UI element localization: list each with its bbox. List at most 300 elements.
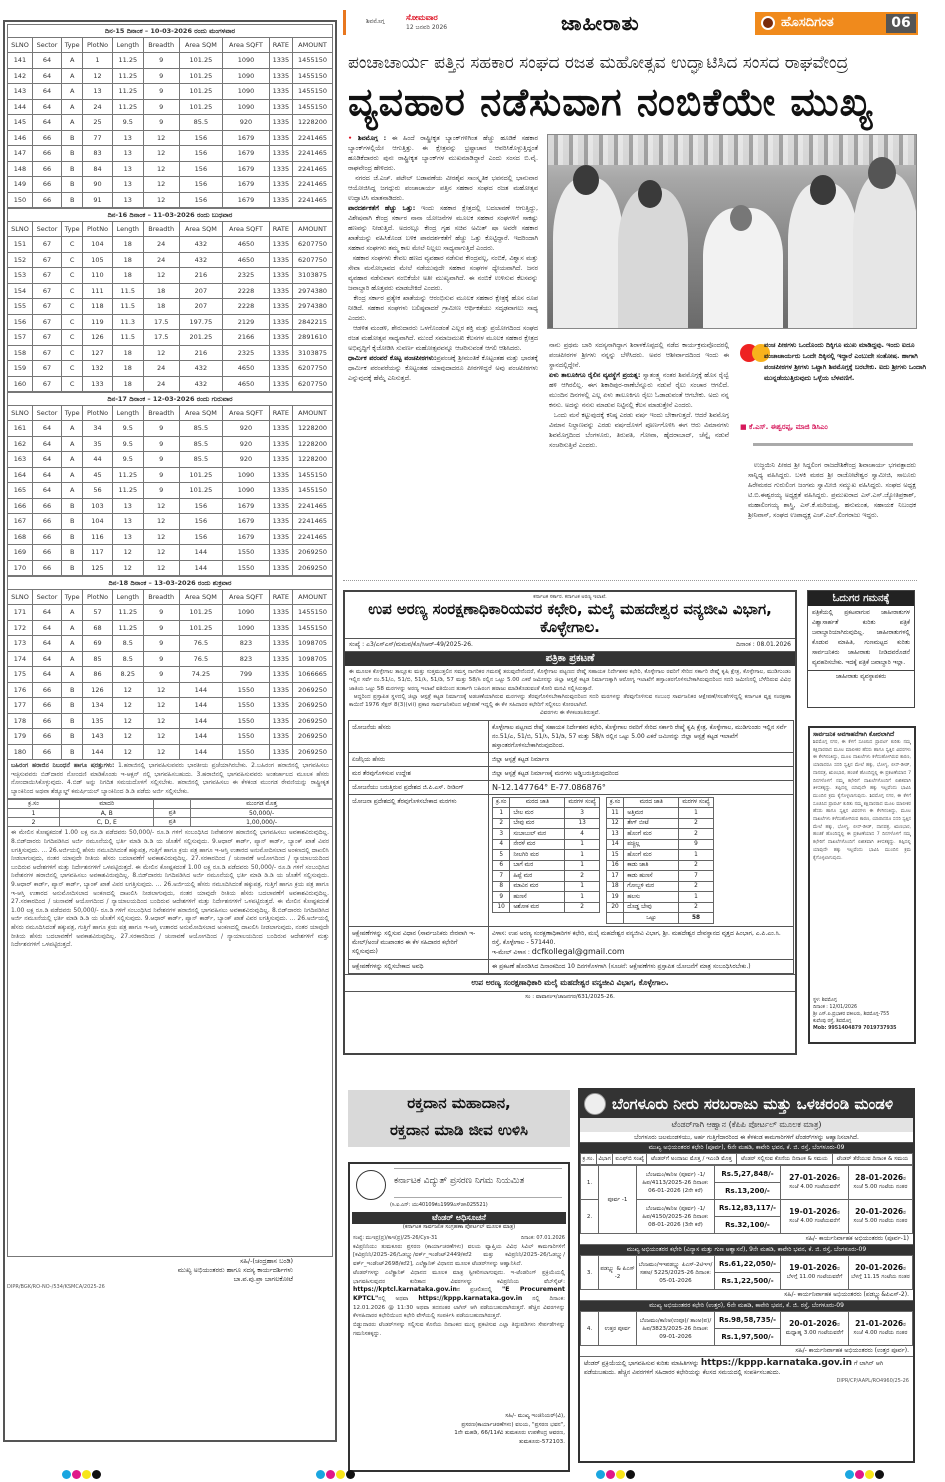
cell: 15 — [606, 850, 623, 861]
cell: 1335 — [269, 252, 292, 268]
cell: 12 — [143, 514, 179, 530]
last-date: 27-01-2026 — [789, 1173, 838, 1182]
cell: 2069250 — [293, 560, 333, 576]
advocate: ಶ್ರೀ ಎಸ್.ಪಿ.ಪ್ರಭಾಕರ ವಕೀಲರು, ಶಿವಮೊಗ್ಗ-755 — [813, 1012, 890, 1017]
cell: 1550 — [223, 545, 269, 561]
table-row — [606, 860, 713, 871]
cell: 144 — [179, 713, 223, 729]
cell: 1679 — [223, 514, 269, 530]
cell: 1335 — [269, 146, 292, 162]
table-row — [493, 860, 600, 871]
table-row — [581, 1256, 913, 1273]
cell: 12 — [143, 529, 179, 545]
cell: 125 — [83, 560, 112, 576]
plot-days — [7, 24, 333, 760]
cell: 7 — [493, 871, 510, 882]
person-head — [730, 205, 752, 231]
bwssb-subtitle: ಟೆಂಡರ್‌ಗಾಗಿ ಆಹ್ವಾನ (ಕೆಪಿಪಿ ಪೋರ್ಟಲ್ ಮೂಲಕ ಮಾತ್ರ) — [580, 1118, 913, 1132]
cell: 9 — [143, 467, 179, 483]
cell: 1679 — [223, 498, 269, 514]
column-header: AMOUNT — [293, 222, 333, 237]
table-row — [8, 436, 333, 452]
cell: 9.5 — [112, 115, 143, 131]
cell: 126 — [83, 330, 112, 346]
cell: 432 — [179, 376, 223, 392]
reference-row — [345, 638, 795, 652]
cell: 2241465 — [293, 498, 333, 514]
table-row — [8, 498, 333, 514]
cell: 67 — [32, 237, 61, 253]
cell: 13 — [112, 177, 143, 193]
cell: 4650 — [223, 252, 269, 268]
cell: 2891610 — [293, 330, 333, 346]
row-value: ಜಿಲ್ಲಾ ಆಸ್ಪತ್ರೆ ಕಟ್ಟಡ ನಿರ್ಮಾಣ — [489, 752, 794, 766]
day-caption: ದಿನ-17 ದಿನಾಂಕ – 12-03-2026 ರಂದು ಗುರುವಾರ — [8, 393, 333, 406]
cell: 117 — [83, 545, 112, 561]
cell: 68 — [83, 620, 112, 636]
cell: 2241465 — [293, 529, 333, 545]
sign-line: ತುಮಕೂರು-572103. — [518, 1439, 565, 1446]
cell: 66 — [32, 698, 61, 714]
tree-species: ಅತ್ತಿಮರ — [624, 808, 679, 819]
table-row — [8, 361, 333, 377]
column-header: ಮರದ ಜಾತಿ — [510, 797, 565, 808]
tender-groups — [580, 1143, 913, 1357]
cell: 9 — [493, 892, 510, 903]
column-header: Area SQM — [179, 590, 223, 605]
cell: 1679 — [223, 146, 269, 162]
cell: 2069250 — [293, 698, 333, 714]
cell: 9 — [143, 483, 179, 499]
cell: 2842215 — [293, 314, 333, 330]
quote-divider — [753, 443, 913, 446]
details-table — [348, 720, 794, 974]
deposit-col: ಮುಂಗಡ ಮೊತ್ತ — [191, 800, 333, 809]
table-row — [8, 68, 333, 84]
tree-count: 1 — [679, 808, 714, 819]
table-row — [8, 283, 333, 299]
table-row — [8, 84, 333, 100]
cell: 172 — [8, 620, 33, 636]
tree-species: ಹೊಂಗೆ ಮರ — [624, 829, 679, 840]
cell: 77 — [83, 130, 112, 146]
section-divider — [343, 580, 917, 581]
ifb-number: ಬೆಂಜಮಂ/ಇಇಪಡಬ್ಲ್ಯು ಪಿಎಸ್-2ಟಿಇಇ/ಸಹಅ/ 5225/2025-26 ದಿನಾಂಕ: 05-01-2026 — [637, 1256, 715, 1290]
cell: 920 — [223, 421, 269, 437]
registration-dot — [626, 1470, 635, 1479]
table-row — [493, 808, 600, 819]
cell: 13 — [112, 161, 143, 177]
cell: 50,000/- — [191, 809, 333, 818]
column-header: SLNO — [8, 406, 33, 421]
table-row — [8, 146, 333, 162]
date: ದಿನಾಂಕ : 12/01/2026 — [813, 1005, 858, 1010]
cell: 432 — [179, 237, 223, 253]
cell: A — [62, 68, 83, 84]
cell: 4650 — [223, 361, 269, 377]
cell: 144 — [179, 698, 223, 714]
cell: 161 — [8, 421, 33, 437]
table-row — [8, 713, 333, 729]
cell: 1335 — [269, 237, 292, 253]
cell: 143 — [83, 729, 112, 745]
cell: 3 — [493, 829, 510, 840]
cell: 101.25 — [179, 605, 223, 621]
address: ಕುವೆಂಪು ರಸ್ತೆ, ಶಿವಮೊಗ್ಗ — [813, 1019, 852, 1024]
column-header: Sector — [32, 590, 61, 605]
cell: B — [62, 729, 83, 745]
kptcl-logo-icon — [356, 1170, 386, 1200]
cell: 85.5 — [179, 115, 223, 131]
cell: 6207750 — [293, 237, 333, 253]
open-date: 20-01-2026 — [855, 1263, 904, 1272]
cell: 4650 — [223, 237, 269, 253]
cell: 90 — [83, 177, 112, 193]
cell: A — [62, 436, 83, 452]
table-row — [493, 892, 600, 903]
place: ಸ್ಥಳ: ಶಿವಮೊಗ್ಗ — [813, 998, 837, 1003]
table-row — [8, 268, 333, 284]
table-row — [8, 560, 333, 576]
cell: 18 — [606, 881, 623, 892]
bwssb-footer — [580, 1357, 913, 1388]
cell: 12 — [143, 146, 179, 162]
cell: C — [62, 361, 83, 377]
cell: 1335 — [269, 361, 292, 377]
cell: 64 — [32, 636, 61, 652]
tree-count: 2 — [679, 860, 714, 871]
registration-dot — [616, 1470, 625, 1479]
cell: 66 — [32, 498, 61, 514]
cell: 1455150 — [293, 68, 333, 84]
last-date: 19-01-2026 — [789, 1207, 838, 1216]
kptcl-link[interactable]: https://kptcl.karnataka.gov.in — [353, 1286, 457, 1294]
cell: B — [62, 146, 83, 162]
cell: B — [62, 713, 83, 729]
notice-footer: ಉಪ ಅರಣ್ಯ ಸಂರಕ್ಷಣಾಧಿಕಾರಿ ಮಲೈ ಮಹದೇಶ್ವರ ವನ್ಯಜೀವಿ ವಿಭಾಗ, ಕೊಳ್ಳೇಗಾಲ. — [345, 974, 795, 991]
cell: 67 — [32, 268, 61, 284]
paragraph: ಆದ್ದರಿಂದ ಪ್ರಸ್ತಾಪಿತ ಸ್ಥಳದಲ್ಲಿ ಜಿಲ್ಲಾ ಆಸ್ಪತ್ರೆ ಕಟ್ಟಡ ನಿರ್ಮಾಣಕ್ಕೆ ಅಡಚಣೆಯಾಗಿರುವ ಮರಗಳನ್ನು ತೆರವುಗೊಳಿಸಬೇಕಾಗಿರುವುದರಿಂದ ಸದರಿ ಮರಗಳನ್ನು ತೆರವುಗೊಳಿಸುವ ಸಂಬಂಧ ಸಾರ್ವಜನಿಕರ ಆಕ್ಷೇಪಣೆ/ಸಲಹೆಗಳಿದ್ದಲ್ಲಿ ಕರ್ನಾಟಕ ವೃಕ್ಷ ಸಂರಕ್ಷಣಾ ಕಾಯಿದೆ 1976 ಸೆಕ್ಷನ್ 8(3)(vii) ಪ್ರಕಾರ ಸಾರ್ವಜನಿಕರಿಂದ ಆಕ್ಷೇಪಣೆ ಇದ್ದಲ್ಲಿ ಈ ಕೆಳ ಸಹಿದಾರರ ಕಛೇರಿಗೆ ಸಲ್ಲಿಸಲು ಕೋರಲಾಗಿದೆ. — [349, 693, 791, 709]
table-row — [8, 192, 333, 208]
notice-title: ಉಪ ಅರಣ್ಯ ಸಂರಕ್ಷಣಾಧಿಕಾರಿಯವರ ಕಛೇರಿ, ಮಲೈ ಮಹದೇಶ್ವರ ವನ್ಯಜೀವಿ ವಿಭಾಗ, ಕೊಳ್ಳೇಗಾಲ. — [368, 600, 772, 636]
open-time: ಸಂಜೆ 4.00 ಗಂಟೆಯ ನಂತರ — [853, 1330, 908, 1336]
column-header: ಟೆಂಡರ್ ಸಲ್ಲಿಸುವ ಕೊನೆಯ ದಿನಾಂಕ & ಸಮಯ — [736, 1154, 832, 1165]
cell: 11.5 — [112, 299, 143, 315]
cell: 9 — [143, 115, 179, 131]
person-head — [868, 157, 896, 189]
row-value: ಕೊಳ್ಳೇಗಾಲ ಪಟ್ಟಣದ ರೇಷ್ಮೆ ಸಹಾಯಕ ನಿರ್ದೇಶಕರ ಕಛೇರಿ, ಕೊಳ್ಳೇಗಾಲ ರವರಿಗೆ ಸೇರಿದ ಸರ್ಕಾರಿ ರೇಷ್ಮೆ ಕೃಷಿ ಕ್ಷೇತ್ರ, ಕೊಳ್ಳೇಗಾಲ, ಮುಡಿಗುಂಡಂ ಇಲ್ಲಿನ ಸರ್ವೆ ನಂ.51/ಎ, 51/ಬಿ, 51/ಸಿ, 51/ಡಿ, 57 ಮತ್ತು 58/ಸಿ ರಲ್ಲಿನ ಒಟ್ಟು 5.00 ಎಕರೆ ಜಮೀನನ್ನು ಜಿಲ್ಲಾ ಆಸ್ಪತ್ರೆ ಕಟ್ಟಡ ಇಲಾಖೆಗೆ ಹಸ್ತಾಂತರಗೊಳಿಸಬೇಕಾಗಿರುವುದರಿಂದ. — [489, 720, 794, 752]
cell: 1098705 — [293, 651, 333, 667]
registration-dot — [855, 1470, 864, 1479]
bwssb-tender — [578, 1088, 915, 1463]
registration-dot — [326, 1470, 335, 1479]
cell: 67 — [32, 283, 61, 299]
paragraph: ಉಜ್ಜಯಿನಿ ಪೀಠದ ಶ್ರೀ ಸಿದ್ದಲಿಂಗ ರಾಜದೇಶಿಕೇಂದ್ರ ಶಿವಾಚಾರ್ಯ ಭಗವತ್ಪಾದರು ಸಾನ್ನಿಧ್ಯ ವಹಿಸಿದ್ದರು. ಬಳಕಿ ಮಠದ ಶ್ರೀ ರಾಜೋಟೇಶ್ವರ ಸ್ವಾಮೀಜಿ, ಸಾಲೂರು ಹಿರೇಮಠದ ಗುರುಲಿಂಗ ಜಂಗಮ ಸ್ವಾಮೀಜಿ ಸಮ್ಮುಖ ವಹಿಸಿದ್ದರು. ಸಂಘದ ಅಧ್ಯಕ್ಷ ಟಿ.ಬಿ.ಈಶ್ವರಯ್ಯ ಅಧ್ಯಕ್ಷತೆ ವಹಿಸಿದ್ದರು. ಪ್ರಮುಖರಾದ ಎಸ್.ಎಸ್.ಜ್ಯೋತಿಪ್ರಕಾಶ್, ಮಹಾಲಿಂಗಯ್ಯ ಶಾಸ್ತ್ರಿ, ಎಸ್.ಕೆ.ಮರಿಯಪ್ಪ, ಹನುಮಂತ, ಸಹಾಯಕ ನಿಬಂಧಕ ಶ್ರೀನಿವಾಸ್, ಸಂಘದ ಉಪಾಧ್ಯಕ್ಷ ಎಚ್.ಎಲ್.ಲಿಂಗರಾಜು ಇದ್ದರು. — [748, 461, 916, 519]
cell: 1335 — [269, 620, 292, 636]
cell: 155 — [8, 299, 33, 315]
tree-count: 7 — [679, 871, 714, 882]
cell: 144 — [179, 682, 223, 698]
row-value: ಈ ಪ್ರಕಟಣೆ ಹೊರಡಿಸಿದ ದಿನಾಂಕದಿಂದ 10 ದಿನಗಳೊಳಗಾಗಿ (ಸೂಚನೆ: ಆಕ್ಷೇಪಣೆಗಳು ಪ್ರಸ್ತಾಪಿತ ಯೋಜನೆಗೆ ಮಾತ್ರ ಸಂಬಂಧಿಸಿರಬೇಕು.) — [489, 959, 794, 973]
cell: 1335 — [269, 498, 292, 514]
table-row — [349, 794, 794, 926]
cell: B — [62, 560, 83, 576]
cell: 2325 — [223, 345, 269, 361]
paragraph: ಈ ಮೂಲಕ ಕೊಳ್ಳೇಗಾಲ ತಾಲ್ಲೂಕು ಮತ್ತು ಸುತ್ತಮುತ್ತಲಿನ ಸಮಸ್ತ ನಾಗರಿಕರ ಗಮನಕ್ಕೆ ತರುವುದೇನೆಂದರೆ, ಕೊಳ್ಳೇಗಾಲ ಪಟ್ಟಣದ ರೇಷ್ಮೆ ಸಹಾಯಕ ನಿರ್ದೇಶಕರ ಕಛೇರಿ, ಕೊಳ್ಳೇಗಾಲ ರವರಿಗೆ ಸೇರಿದ ಸರ್ಕಾರಿ ರೇಷ್ಮೆ ಕೃಷಿ ಕ್ಷೇತ್ರ, ಕೊಳ್ಳೇಗಾಲ, ಮುಡಿಗುಂಡಂ ಇಲ್ಲಿನ ಸರ್ವೆ ನಂ.51/ಎ, 51/ಬಿ, 51/ಸಿ, 51/ಡಿ, 57 ಮತ್ತು 58/ಸಿ ರಲ್ಲಿನ ಒಟ್ಟು 5.00 ಎಕರೆ ಜಮೀನನ್ನು ಜಿಲ್ಲಾ ಆಸ್ಪತ್ರೆ ಕಟ್ಟಡ ನಿರ್ಮಾಣಕ್ಕಾಗಿ ಆರೋಗ್ಯ ಇಲಾಖೆಗೆ ಹಸ್ತಾಂತರಗೊಳಿಸಬೇಕಾಗಿರುವುದರಿಂದ ಸದರಿ ಜಮೀನಿನಲ್ಲಿ ಬೆಳೆದಿರುವ ವಿವಿಧ ಜಾತಿಯ ಒಟ್ಟು 58 ಮರಗಳನ್ನು ಅರಣ್ಯ ಇಲಾಖೆ ವತಿಯಿಂದ ತುರ್ತಾಗಿ ಬಹಿರಂಗ ಹರಾಜು ಮಾಡಿಕೊಡುವಂತೆ ಕೋರಿ ಮನವಿ ಸಲ್ಲಿಸಿರುತ್ತಾರೆ. — [349, 669, 791, 692]
cell: 9 — [143, 99, 179, 115]
column-header: Type — [62, 590, 83, 605]
cell: 13 — [83, 84, 112, 100]
registration-dot — [336, 1470, 345, 1479]
cell: 12 — [143, 161, 179, 177]
cell: 1335 — [269, 529, 292, 545]
table-row — [8, 299, 333, 315]
cell: 8.25 — [112, 667, 143, 683]
cell: 11.5 — [112, 330, 143, 346]
cell: 2325 — [223, 268, 269, 284]
office-bar: ಮುಖ್ಯ ಅಭಿಯಂತರರ ಕಛೇರಿ (ಪೂರ್ವ), 6ನೇ ಮಹಡಿ, ಕಾವೇರಿ ಭವನ, ಕೆ. ಜಿ. ರಸ್ತೆ, ಬೆಂಗಳೂರು-09 — [580, 1143, 913, 1153]
column-header: Type — [62, 222, 83, 237]
kppp-link[interactable]: https://kppp.karnataka.gov.in — [418, 1294, 523, 1302]
sign-line: ಸಹಿ/- ಮುಖ್ಯ ಇಂಜಿನಿಯರ್(ವಿ), — [505, 1413, 565, 1419]
cell: 163 — [8, 452, 33, 468]
cell: 66 — [32, 192, 61, 208]
cell: B — [62, 545, 83, 561]
cell: 12 — [143, 268, 179, 284]
suffix: ರ — [837, 1176, 840, 1182]
tree-count: 2 — [679, 902, 714, 913]
tree-count: 9 — [679, 839, 714, 850]
cell: C — [62, 314, 83, 330]
table-row — [606, 850, 713, 861]
cell: 12 — [143, 744, 179, 760]
cell: 34 — [83, 421, 112, 437]
cell: 1,00,000/- — [191, 818, 333, 827]
cell: 6207750 — [293, 252, 333, 268]
cell: B — [62, 192, 83, 208]
cell: 18 — [112, 252, 143, 268]
cell: 111 — [83, 283, 112, 299]
subheading: ಧಾರ್ಮಿಕ ಪರಂಪರೆ ಕೊಟ್ಟ ಪಂಚಪೀಠಗಳು: — [348, 354, 437, 362]
column-header: ಮರಗಳ ಸಂಖ್ಯೆ — [565, 797, 600, 808]
row-label: ಮರ ತೆರವುಗೊಳಿಸುವ ಉದ್ದೇಶ — [349, 766, 489, 780]
print-registration-marks — [845, 1470, 885, 1481]
cell: 11.25 — [112, 99, 143, 115]
readers-notice — [807, 590, 915, 708]
cell: 2228 — [223, 299, 269, 315]
paragraph: ಟೆಂಡರ್‌ಗಳನ್ನು ಎಲೆಕ್ಟ್ರಾನಿಕ್ ವಿಧಾನದ ಮೂಲಕ ಮಾತ್ರ ಸ್ವೀಕರಿಸಲಾಗುವುದು. ಇ-ಟೆಂಡರಿಂಗ್ ಪ್ರಕ್ರಿಯೆಯಲ್ಲಿ ಭಾಗವಹಿಸುವುದರ ಕುರಿತಾದ ವಿವರಗಳನ್ನು ಕವಿಪ್ರನಿನಿಯ ವೆಬ್‌ಸೈಟ್: — [353, 1269, 565, 1285]
cell: 66 — [32, 560, 61, 576]
designation: ಬಾ.ಪ.ಪು.ಪ್ರಾ ಬಾಗಲಕೋಟೆ — [233, 1275, 293, 1284]
cell: B — [62, 498, 83, 514]
signature: ಸಹಿ/- ಕಾರ್ಯನಿರ್ವಾಹಕ ಅಭಿಯಂತರರು (ಪಡಬ್ಲ್ಯು&ಪಿಎಸ್-2). — [580, 1290, 913, 1301]
org-name: ಕರ್ನಾಟಕ ವಿದ್ಯುತ್ ಪ್ರಸರಣ ನಿಗಮ ನಿಯಮಿತ — [394, 1176, 525, 1186]
table-row — [8, 729, 333, 745]
tree-species: ಕಾಡು ಜಾತಿ — [624, 860, 679, 871]
cell: 9.5 — [112, 452, 143, 468]
column-header: Type — [62, 38, 83, 53]
cell: 17 — [606, 871, 623, 882]
tender-table — [580, 1255, 913, 1290]
cell: 13 — [112, 514, 143, 530]
cell: 12 — [143, 498, 179, 514]
cell: 12 — [143, 192, 179, 208]
terms-text: ಈ ಮೇಲಿನ ಕೋಷ್ಟಕದಂತೆ 1.00 ಲಕ್ಷ ರೂ.ಡಿ ಪಡೆದವರು 50,000/- ರೂ.ಡಿ ಗಳಿಗೆ ಸಂಬಂಧಿಸಿದ ನಿವೇಶನಗಳ ಹರಾಜಿನಲ್ಲಿ ಭಾಗವಹಿಸಲು ಅವಕಾಶವಿರುವುದಿಲ್ಲ. 8.ಬಿಡ್‌ದಾರರು ನಿಗದಿಪಡಿಸಿದ ಅರ್ಜಿ ನಮೂನೆಯಲ್ಲಿ ಭರ್ತಿ ಮಾಡಿ ಡಿ.ಡಿ ಯ ಜೊತೆಗೆ ಸಲ್ಲಿಸುವುದು. 9.ಆಧಾರ್ ಕಾರ್ಡ್, ಪ್ಯಾನ್ ಕಾರ್ಡ್, ಬ್ಯಾಂಕ್ ಖಾತೆ ವಿವರ ಲಗತ್ತಿಸುವುದು. ... 26.ಅರ್ಜಿಯಲ್ಲಿ ಹೆಸರು ನಮೂದಿಸಿದಂತೆ ಹಕ್ಕುಪತ್ರ, ಗುತ್ತಿಗೆ ಹಾಗೂ ಕ್ರಯ ಪತ್ರ ಹಾಗೂ ಇ-ಆಸ್ತಿ ಉತಾರದ ಅನುಮೋದಿಸಲಾದ ಅಂಕಣದಲ್ಲಿ ದಾಖಲಿಸಿ ನೀಡಲಾಗುವುದು, ನಂತರ ಯಾವುದೇ ರೀತಿಯ ಹೆಸರು ಬದಲಾವಣೆಗೆ ಅವಕಾಶವಿರುವುದಿಲ್ಲ. 27.ಸರಕಾರದಿಂದ / ಚುನಾವಣೆ ಆಯೋಗದಿಂದ / ನ್ಯಾಯಾಲಯದಿಂದ ಬಂದಿರುವ ಆದೇಶಗಳಿಗೆ ಮತ್ತು ನಿರ್ದೇಶನಗಳಿಗೆ ಒಳಪಟ್ಟಿರುತ್ತದೆ. — [11, 829, 329, 871]
column-header: Breadth — [143, 590, 179, 605]
cell: 105 — [83, 252, 112, 268]
email-link[interactable]: dcfkollegal@gmail.com — [531, 946, 625, 956]
kppp-link[interactable]: https://kppp.karnataka.gov.in — [700, 1358, 853, 1368]
cell: 2241465 — [293, 130, 333, 146]
cell: A — [62, 452, 83, 468]
column-header: RATE — [269, 222, 292, 237]
cell: 150 — [8, 192, 33, 208]
cell: 13 — [112, 130, 143, 146]
table-row — [606, 892, 713, 903]
cell: 1455150 — [293, 605, 333, 621]
column-header: PlotNo — [83, 590, 112, 605]
table-row — [581, 1166, 913, 1183]
column-header: Area SQFT — [223, 222, 269, 237]
brand-logo-icon — [761, 16, 775, 30]
dateline: ಶಿವಮೊಗ್ಗ : — [357, 134, 387, 142]
person-head — [573, 165, 599, 195]
public-notice-footer — [813, 997, 911, 1032]
cell: 9 — [143, 636, 179, 652]
person — [853, 173, 917, 328]
cell: 126 — [83, 682, 112, 698]
estimated-amount: Rs.61,22,050/- — [715, 1256, 781, 1273]
table-row — [606, 871, 713, 882]
cell: 142 — [8, 68, 33, 84]
cell: 24 — [143, 237, 179, 253]
cell: 1335 — [269, 330, 292, 346]
table-row — [8, 421, 333, 437]
registration-dot — [845, 1470, 854, 1479]
cell: 173 — [8, 636, 33, 652]
cell: 67 — [32, 252, 61, 268]
column-header: AMOUNT — [293, 406, 333, 421]
cell: 64 — [32, 483, 61, 499]
cell: 12 — [143, 682, 179, 698]
cell: 12 — [112, 560, 143, 576]
article-column-1: • ಶಿವಮೊಗ್ಗ : ಈ ಹಿಂದೆ ರಾಷ್ಟ್ರೀಕೃತ ಬ್ಯಾಂಕ್‌ಗಳಿಗಿಂತ ಹೆಚ್ಚು ಹೂಡಿಕೆ ಸಹಕಾರ ಬ್ಯಾಂಕ್‌ಗಳಲ್ಲಿಯೇ ಆಗುತ್ತಿತ್ತು. ಈ ಕ್ಷೇತ್ರವನ್ನು ಭ್ರಷ್ಟಾಚಾರ ಆವರಿಸಿಕೊಳ್ಳುತ್ತಿದ್ದಂತೆ ಹೂಡಿಕೆದಾರರು ಪುನಃ ರಾಷ್ಟ್ರೀಕೃತ ಬ್ಯಾಂಕ್‌ಗಳ ಮುಖಮಾಡಿದ್ದಾರೆ ಎಂದು ಸಂಸದ ಬಿ.ವೈ. ರಾಘವೇಂದ್ರ ಹೇಳಿದರು. ನಗರದ ಜೆ.ಎಚ್. ಪಟೇಲ್ ಬಡಾವಣೆಯ ವೀರಶೈವ ಸಾಂಸ್ಕೃತಿಕ ಭವನದಲ್ಲಿ ಭಾನುವಾರ ಆಯೋಜಿಸಿದ್ದ ಜಗದ್ಗುರು ಪಂಚಾಚಾರ್ಯ ಪತ್ತಿನ ಸಹಕಾರ ಸಂಘದ ರಜತ ಮಹೋತ್ಸವ ಉದ್ಘಾಟಿಸಿ ಮಾತನಾಡಿದರು. ಪಾರದರ್ಶಕತೆಗೆ ಹೆಚ್ಚು ಒತ್ತು: ಇಂದು ಸಹಕಾರ ಕ್ಷೇತ್ರದಲ್ಲಿ ಬದಲಾವಣೆ ಆಗುತ್ತಿದ್ದು, ವಿಶೇಷವಾಗಿ ಕೇಂದ್ರ ಸರ್ಕಾರ ನಾನಾ ಯೋಜನೆಗಳ ಮೂಲಕ ಸಹಕಾರ ಸಂಘಗಳಿಗೆ ಸಾಕಷ್ಟು ಹಣವನ್ನು ನೀಡುತ್ತಿದೆ. ಅದರಲ್ಲೂ ಕೇಂದ್ರ ಗೃಹ ಸಚಿವ ಅಮಿತ್ ಷಾ ಅವರೇ ಸಹಕಾರ ಖಾತೆಯನ್ನು ವಹಿಸಿಕೊಂಡ ಬಳಿಕ ಪಾರದರ್ಶಕತೆಗೆ ಹೆಚ್ಚು ಒತ್ತು ಕೊಟ್ಟಿದ್ದಾರೆ. ಇದರಿಂದಾಗಿ ಸಹಕಾರ ಸಂಘಗಳು ತಮ್ಮ ಕಾಲ ಮೇಲೆ ನಿಲ್ಲಲು ಸಾಧ್ಯವಾಗುತ್ತಿದೆ ಎಂದರು. ಸಹಕಾರ ಸಂಘಗಳು ಕೇವಲ ಹಣದ ವ್ಯವಹಾರ ನಡೆಸುವ ಕೇಂದ್ರವಲ್ಲ, ನಂಬಿಕೆ, ವಿಶ್ವಾಸ ಮತ್ತು ಸೇವಾ ಮನೋಭಾವದ ಮೇಲೆ ನಡೆಯುವುದೇ ಸಹಕಾರ ಸಂಘಗಳ ಧ್ಯೇಯವಾಗಿದೆ. ಜನರ ವ್ಯವಹಾರ ನಡೆಸುವಾಗ ನಂಬಿಕೆಯೇ ಅತೀ ಮುಖ್ಯವಾಗಿದೆ. ಈ ನಂಬಿಕೆ ಉಳಿಸುವ ಕೆಲಸವನ್ನು ಜವಾಬ್ದಾರಿ ಹೊತ್ತವರು ಮಾಡಬೇಕಿದೆ ಎಂದರು. ಕೇಂದ್ರ ಸರ್ಕಾರ ಪ್ರತ್ಯೇಕ ಖಾತೆಯನ್ನು ಆರಂಭಿಸುವ ಮೂಲಕ ಸಹಕಾರ ಕ್ಷೇತ್ರಕ್ಕೆ ಹೊಸ ರೂಪ ನೀಡಿದೆ. ಸಹಕಾರ ಸಂಘಗಳು ಬಲಿಷ್ಠವಾದರೆ ಗ್ರಾಮೀಣ ಆರ್ಥಿಕತೆಯು ಸದೃಢವಾಗಲು ಸಾಧ್ಯ ಎಂದರು. ಆಡಳಿತ ಮಂಡಳಿ, ಶೇರುದಾರರು ಒಳಗೊಂಡಂತೆ ಎಲ್ಲರ ಶಕ್ತಿ ಮತ್ತು ಪ್ರಯೋಗದಿಂದ ಸಂಘದ ರಜತ ಮಹೋತ್ಸವ ಸಾಧ್ಯವಾಗಿದೆ. ಮುಂದೆ ಸಮಾಜಮುಖಿ ಕೆಲಸಗಳ ಮೂಲಕ ಸಹಕಾರ ಕ್ಷೇತ್ರದ ಅಭಿವೃದ್ಧಿಗೆ ಕೈಜೋಡಿಸಿ ಸುವರ್ಣ ಮಹೋತ್ಸವವನ್ನೂ ಆಚರಿಸುವಂತೆ ಆಗಲಿ ಆಶಿಸಿದರು. ಧಾರ್ಮಿಕ ಪರಂಪರೆ ಕೊಟ್ಟ ಪಂಚಪೀಠಗಳು:ಪ್ರಪಂಚಕ್ಕೆ ಶ್ರೀಮಂತಿಕೆ ಕೊಟ್ಟಂತಹ ಮತ್ತು ಭಾರತಕ್ಕೆ ಧಾರ್ಮಿಕ ಪರಂಪರೆಯನ್ನು ಕೊಟ್ಟಂತಹ ಯಾವುದಾದರೂ ಪೀಠಗಳಿದ್ದರೆ ಅವು ಪಂಚಪೀಠಗಳು ಎನ್ನುವುದಕ್ಕೆ ಹೆಮ್ಮೆ ಎನಿಸುತ್ತದೆ. — [348, 134, 538, 382]
tree-species: ಹೊಂಗೆ ಮರ — [624, 850, 679, 861]
table-row — [349, 752, 794, 766]
cell: A — [62, 115, 83, 131]
tree-count: 1 — [565, 881, 600, 892]
tree-species: ನೇರಳೆ ಮರ — [510, 839, 565, 850]
cell: 153 — [8, 268, 33, 284]
cell: 66 — [32, 130, 61, 146]
registration-dot — [62, 1470, 71, 1479]
last-date: 19-01-2026 — [789, 1263, 838, 1272]
cell: 2974380 — [293, 299, 333, 315]
cell: B — [62, 698, 83, 714]
total-value: 58 — [679, 913, 714, 924]
column-header: PlotNo — [83, 222, 112, 237]
tree-species: ಹಿಪ್ಪೆ ಮರ — [510, 871, 565, 882]
cell: 1335 — [269, 283, 292, 299]
cell: 1098705 — [293, 636, 333, 652]
tree-count: 1 — [565, 839, 600, 850]
estimated-amount: Rs.12,83,117/- — [715, 1200, 781, 1217]
cell: 1090 — [223, 467, 269, 483]
cell: 197.75 — [179, 314, 223, 330]
auction-terms — [7, 760, 333, 799]
public-notice-title: ಸಾರ್ವಜನಿಕ ಅವಗಾಹನೆಗಾಗಿ ಕೋರಲಾಗಿದೆ — [813, 731, 895, 738]
cell: 799 — [223, 667, 269, 683]
cell: 67 — [32, 376, 61, 392]
cell: 1335 — [269, 130, 292, 146]
paragraph: ನಲ್ಲಿ ದಿನಾಂಕ: 12.01.2026 @ 11:30 ಅಥವಾ ತದನಂತರ ಲಾಗಿನ್ ಆಗಿ ಪಡೆಯಬಹುದಾಗಿರುತ್ತದೆ. ಹೆಚ್ಚಿನ ವಿವರಗಳನ್ನು ಕೆಳಸಹಿದಾರರ ಕಛೇರಿಯಿಂದ ಕಛೇರಿ ವೇಳೆಯಲ್ಲಿ ಸಂಪರ್ಕಿಸಿ ಪಡೆಯಬಹುದಾಗಿರುತ್ತದೆ. — [353, 1295, 566, 1320]
cell: 18 — [143, 299, 179, 315]
cell: 8 — [493, 881, 510, 892]
person-head — [638, 180, 662, 208]
cell: A — [62, 605, 83, 621]
paragraph: ಕವಿಪ್ರನಿನಿಯು ತುಮಕೂರು ಪ್ರಸರಣ (ಕಾರ್ಯಾಚರಣೆಗಳು) ವಲಯ ವ್ಯಾಪ್ತಿಯ ವಿವಿಧ ಸಿವಿಲ್ ಕಾಮಗಾರಿಗಳಿಗೆ [ಕವಿಪ್ರನಿನಿ/2025-26/ಓಡಬ್ಲ್ಯು/ವರ್ಕ್_ಇಂಡೆಂಟ್2449/ಕರೆ2 ಮತ್ತು ಕವಿಪ್ರನಿನಿ/2025-26/ಓಡಬ್ಲ್ಯು/ವರ್ಕ್_ಇಂಡೆಂಟ್2698/ಕರೆ2], ಎಲೆಕ್ಟ್ರಾನಿಕ್ ವಿಧಾನದ ಮೂಲಕ ಟೆಂಡರ್‌ಗಳನ್ನು ಆಹ್ವಾನಿಸಿದೆ. — [353, 1243, 565, 1268]
cell: C — [62, 345, 83, 361]
cell: 18 — [112, 268, 143, 284]
tree-species: ಹುಣಸೆ — [510, 892, 565, 903]
tree-count: 2 — [565, 871, 600, 882]
column-header: Length — [112, 590, 143, 605]
article-kicker: ಪಂಚಾಚಾರ್ಯ ಪತ್ತಿನ ಸಹಕಾರ ಸಂಘದ ರಜತ ಮಹೋತ್ಸವ ಉದ್ಘಾಟಿಸಿದ ಸಂಸದ ರಾಘವೇಂದ್ರ — [348, 53, 849, 73]
cell: 16 — [606, 860, 623, 871]
cell: 20 — [606, 902, 623, 913]
day-caption: ದಿನ-18 ದಿನಾಂಕ – 13-03-2026 ರಂದು ಶುಕ್ರವಾರ — [8, 577, 333, 590]
cell: 432 — [179, 252, 223, 268]
row-label: ಯೋಜನೆಯು ಬರುತ್ತಿರುವ ಪ್ರದೇಶದ ಜಿ.ಪಿ.ಎಸ್. ರೀಡಿಂಗ್ — [349, 780, 489, 794]
cell: 101.25 — [179, 483, 223, 499]
cell: 9 — [143, 667, 179, 683]
cell: C — [62, 330, 83, 346]
cell: 1335 — [269, 84, 292, 100]
registration-dot — [346, 1470, 355, 1479]
cell: 1679 — [223, 161, 269, 177]
cell: 216 — [179, 345, 223, 361]
cell: 12 — [143, 545, 179, 561]
cell: 35 — [83, 436, 112, 452]
cell: 1066665 — [293, 667, 333, 683]
cell: 148 — [8, 161, 33, 177]
kptcl-tender — [348, 1162, 570, 1472]
division: ಪೂರ್ವ -1 — [599, 1166, 637, 1234]
cell: 1335 — [269, 436, 292, 452]
emd-amount: Rs.1,22,500/- — [715, 1273, 781, 1290]
table-row — [8, 314, 333, 330]
column-header: ಮರಗಳ ಸಂಖ್ಯೆ — [679, 797, 714, 808]
tree-count: 2 — [565, 902, 600, 913]
cell: 157 — [8, 330, 33, 346]
cell: 101.25 — [179, 99, 223, 115]
cell: 149 — [8, 177, 33, 193]
readers-notice-footer: ಜಾಹೀರಾತು ವ್ಯವಸ್ಥಾಪಕರು — [808, 670, 914, 683]
cell: 2069250 — [293, 545, 333, 561]
cell: 9 — [143, 605, 179, 621]
cell: 147 — [8, 146, 33, 162]
cell: 170 — [8, 560, 33, 576]
table-row — [493, 839, 600, 850]
cell: 17.5 — [143, 330, 179, 346]
cell: 13 — [606, 829, 623, 840]
cell: 165 — [8, 483, 33, 499]
table-row — [493, 818, 600, 829]
cell: 132 — [83, 361, 112, 377]
cell: 64 — [32, 53, 61, 69]
cell: 9 — [143, 68, 179, 84]
cell: 152 — [8, 252, 33, 268]
